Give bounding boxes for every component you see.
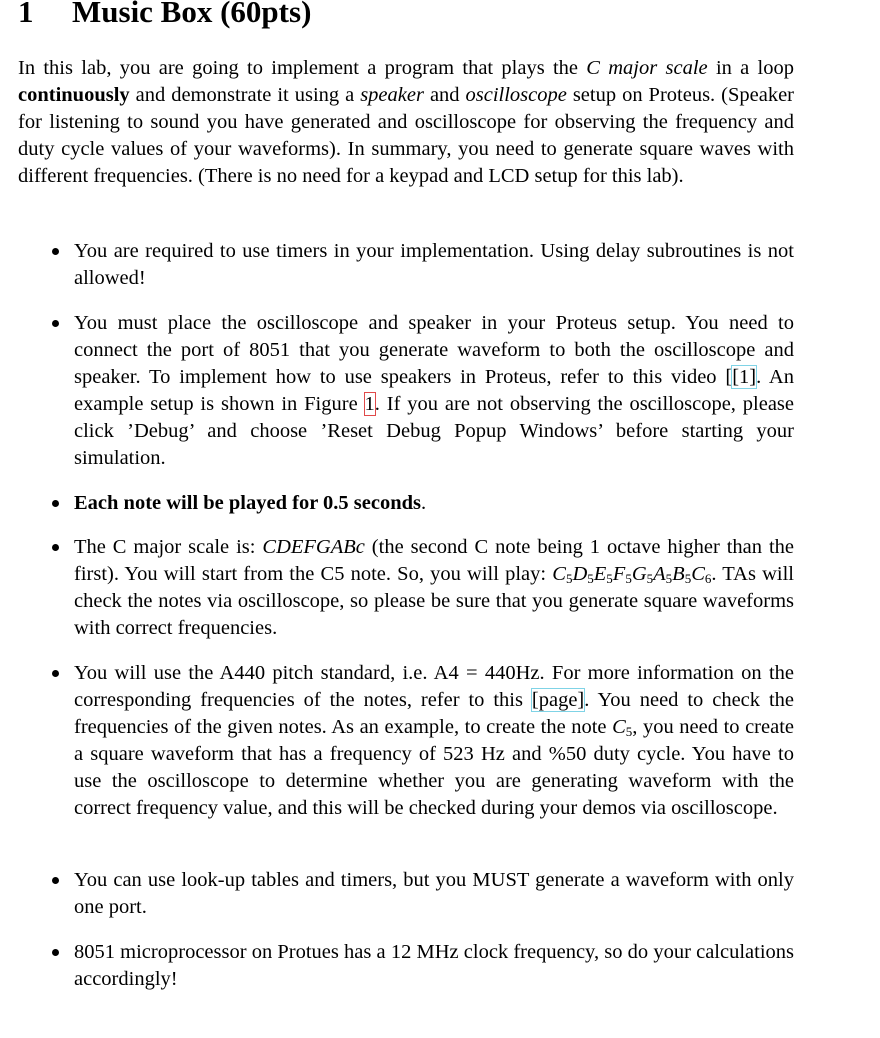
page-reference-link[interactable]: [page] xyxy=(531,689,585,711)
video-reference-link[interactable]: [1] xyxy=(732,366,757,388)
list-item-duration xyxy=(74,490,794,517)
bullet-icon xyxy=(52,320,59,327)
note-letter: E xyxy=(593,563,607,585)
bullet-icon xyxy=(52,670,59,677)
bullet-icon xyxy=(52,500,59,507)
section-number: 1 xyxy=(18,0,34,29)
note-octave: 6 xyxy=(704,571,712,586)
c-major-scale-term: C major scale xyxy=(586,57,708,79)
intro-text: in a loop xyxy=(707,57,795,79)
note-letter: B xyxy=(672,563,685,585)
bullet-icon xyxy=(52,877,59,884)
list-item-text: . An example setup is shown in Figure xyxy=(74,366,794,415)
oscilloscope-term: oscilloscope xyxy=(465,84,567,106)
note-octave: 5 xyxy=(665,571,673,586)
list-item-text: Each note will be played for 0.5 seconds xyxy=(74,492,421,514)
list-item-text: . You need to check the frequencies of the given notes. As an example, to create the note xyxy=(74,689,794,738)
note-letter: F xyxy=(612,563,626,585)
list-item-text: . If you are not observing the oscilloscope, please click ’Debug’ and choose ’Reset Debug Popup Windows’ before starting your simulation. xyxy=(74,393,794,469)
intro-text: and xyxy=(423,84,466,106)
note-octave: 5 xyxy=(565,571,573,586)
list-item-text: You will use the A440 pitch standard, i.e. A4 = 440Hz. For more information on the corresponding frequencies of the notes, refer to this xyxy=(74,662,794,711)
list-item-scale xyxy=(74,534,794,642)
list-item-text: . TAs will check the notes via oscilloscope, so please be sure that you generate square waveforms with correct frequencies. xyxy=(74,563,795,639)
list-item-text: . xyxy=(421,492,427,514)
bullet-icon xyxy=(52,248,59,255)
list-item-text: You are required to use timers in your implementation. Using delay subroutines is not allowed! xyxy=(74,240,794,289)
bullet-icon xyxy=(52,544,59,551)
note-letter: G xyxy=(631,563,647,585)
list-item-timers xyxy=(74,238,794,292)
list-item-text: The C major scale is: xyxy=(74,536,263,558)
intro-text: In this lab, you are going to implement a program that plays the xyxy=(18,57,587,79)
section-title: Music Box (60pts) xyxy=(72,0,312,29)
note-name: C xyxy=(612,716,626,738)
scale-notes: CDEFGABc xyxy=(262,536,365,558)
list-item-text: You can use look-up tables and timers, but you MUST generate a waveform with only one port. xyxy=(74,869,794,918)
section-heading xyxy=(18,0,311,30)
note-sequence xyxy=(552,563,711,585)
note-octave: 5 xyxy=(606,571,613,586)
list-item-port xyxy=(74,867,794,921)
bullet-icon xyxy=(52,949,59,956)
continuously-term: continuously xyxy=(18,84,130,106)
note-octave: 5 xyxy=(625,571,632,586)
note-letter: A xyxy=(653,563,666,585)
list-item-pitch xyxy=(74,660,794,822)
list-item-text: You must place the oscilloscope and speaker in your Proteus setup. You need to connect the port of 8051 that you generate waveform to both the oscilloscope and speaker. To implement how to use speakers in Proteus, refer to this video [ xyxy=(74,312,794,388)
list-item-text: , you need to create a square waveform that has a frequency of 523 Hz and %50 duty cycle. You have to use the oscilloscope to determine whether you are generating waveform with the correct frequency value, and this will be checked during your demos via oscilloscope. xyxy=(74,716,794,819)
speaker-term: speaker xyxy=(360,84,424,106)
intro-text: and demonstrate it using a xyxy=(129,84,361,106)
note-letter: D xyxy=(572,563,588,585)
note-octave: 5 xyxy=(684,571,692,586)
note-letter: C xyxy=(552,563,566,585)
note-octave: 5 xyxy=(646,571,654,586)
note-octave: 5 xyxy=(587,571,594,586)
list-item-clock xyxy=(74,939,794,993)
list-item-setup xyxy=(74,310,794,472)
figure-reference-link[interactable]: 1 xyxy=(364,393,375,415)
list-item-text: (the second C note being 1 octave higher than the first). You will start from the C5 note. So, you will play: xyxy=(74,536,795,585)
intro-text: setup on Proteus. (Speaker for listening to sound you have generated and oscilloscope for observing the frequency and duty cycle values of your waveforms). In summary, you need to generate square waves with different frequencies. (There is no need for a keypad and LCD setup for this lab). xyxy=(18,84,794,187)
note-letter: C xyxy=(691,563,705,585)
intro-paragraph xyxy=(18,55,794,190)
note-octave: 5 xyxy=(625,724,633,739)
list-item-text: 8051 microprocessor on Protues has a 12 MHz clock frequency, so do your calculations accordingly! xyxy=(74,941,794,990)
